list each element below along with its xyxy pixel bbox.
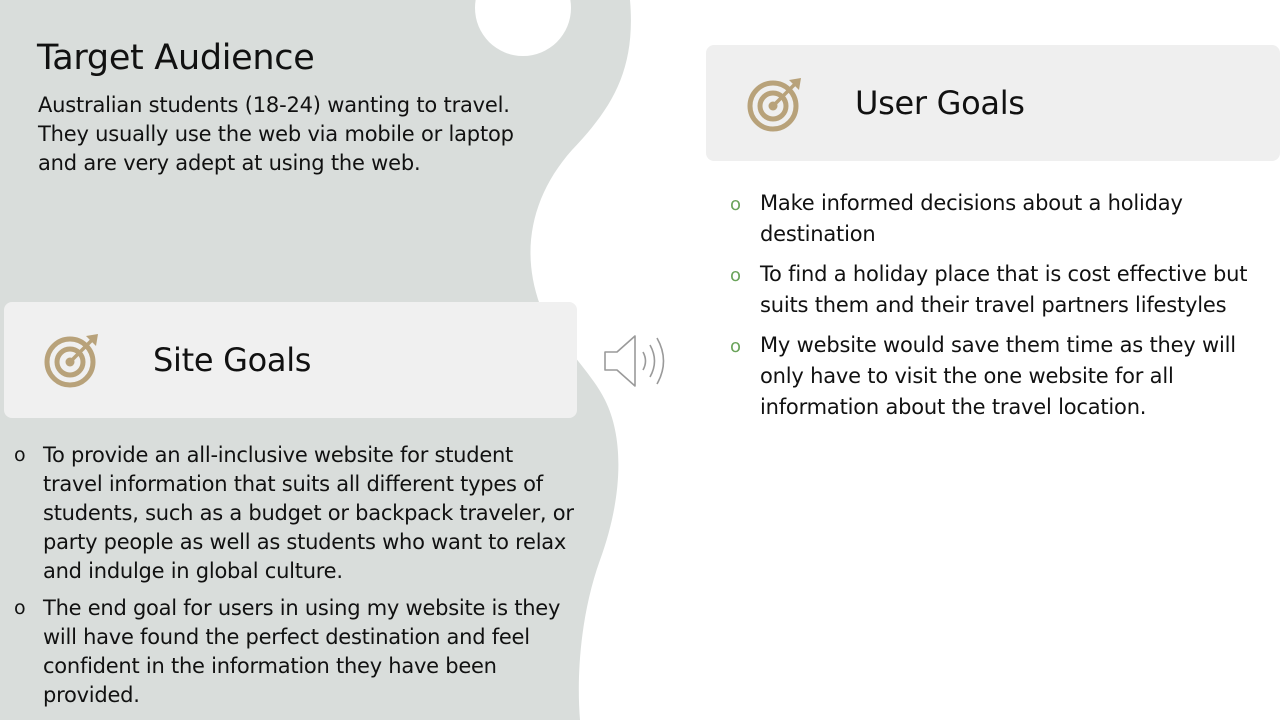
list-item (730, 259, 1270, 321)
list-item (730, 188, 1270, 250)
list-item (730, 330, 1270, 423)
user-goals-card (706, 45, 1280, 161)
user-goal-text: Make informed decisions about a holiday destination (760, 191, 1183, 246)
bullet-marker: o (730, 336, 741, 357)
target-audience-text: Australian students (18-24) wanting to travel. They usually use the web via mobile or laptop and are very adept at using the web. (38, 93, 514, 175)
bullet-marker: o (730, 265, 741, 286)
user-goals-list (730, 188, 1270, 432)
site-goal-text: The end goal for users in using my website is they will have found the perfect destination and feel confident in the information they have been provided. (43, 596, 561, 707)
bullet-marker: o (730, 194, 741, 215)
user-goals-title: User Goals (855, 84, 1025, 122)
site-goal-text: To provide an all-inclusive website for student travel information that suits all different types of students, such as a budget or backpack traveler, or party people as well as students who want to relax and indulge in global culture. (43, 443, 574, 583)
user-goal-text: To find a holiday place that is cost effective but suits them and their travel partners lifestyles (760, 262, 1248, 317)
site-goals-card (4, 302, 577, 418)
bullet-marker: o (14, 444, 26, 466)
list-item (14, 441, 574, 586)
target-icon (44, 332, 100, 388)
list-item (14, 594, 574, 710)
site-goals-list (14, 441, 574, 718)
target-icon (747, 76, 803, 132)
site-goals-title: Site Goals (153, 341, 312, 379)
bullet-marker: o (14, 597, 26, 619)
user-goal-text: My website would save them time as they will only have to visit the one website for all information about the travel location. (760, 333, 1236, 419)
speaker-icon[interactable] (601, 330, 679, 392)
target-audience-title: Target Audience (37, 38, 315, 78)
